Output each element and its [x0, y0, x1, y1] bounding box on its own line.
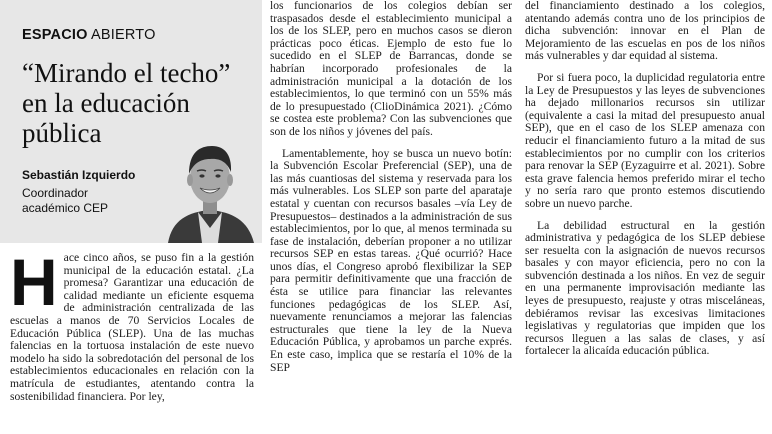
author-portrait: [160, 128, 260, 243]
headline-line-3: pública: [22, 118, 102, 148]
section-label: [22, 27, 156, 43]
headline-line-1: “Mirando el techo”: [22, 58, 231, 88]
col3-paragraph-1: del financiamiento destinado a los colegios, atentando además contra uno de los principios de dicha subvención: innovar en el Plan de Mejoramiento de las escuelas en pos de los niños más vulnerables y dar equidad al sistema.: [525, 0, 765, 63]
col3-paragraph-3: La debilidad estructural en la gestión administrativa y pedagógica de los SLEP debiese ser resuelta con la asignación de nuevos recursos basales y con mayor eficiencia, pero no con la subvención destinada a los niños. En vez de seguir en una permanente improvisación mediante las leyes de presupuesto, reajuste y otras misceláneas, debiéramos revisar las excesivas limitaciones legislativas y regulatorias que impiden que los recursos lleguen a las salas de clases, y así fortalecer la alicaída educación pública.: [525, 218, 765, 358]
col1-paragraph-1: [10, 245, 254, 403]
article-column-1: [10, 245, 254, 403]
col3-paragraph-2: Por si fuera poco, la duplicidad regulatoria entre la Ley de Presupuestos y las leyes de subvenciones ha dejado millonarios recursos sin utilizar (equivalente a casi la mitad del presupuesto anual SEP), que en el caso de los SLEP amenaza con reducir el financiamiento futuro a la mitad de sus establecimientos por no cumplir con los criterios para renovar la SEP (Eyzaguirre et al. 2021). Sobre esta grave falencia hemos preferido mirar el techo y no sería raro que pronto estemos discutiendo sobre un nuevo parche.: [525, 70, 765, 210]
author-name: Sebastián Izquierdo: [22, 168, 136, 182]
article-column-2: [270, 0, 512, 374]
col2-paragraph-1: los funcionarios de los colegios debían ser traspasados desde el establecimiento municipal a los de los SLEP, pero en muchos casos se dieron prácticas poco éticas. Ejemplo de esto fue lo sucedido en el SLEP de Barrancas, donde se habrían incorporado profesionales de la administración municipal a la dotación de los establecimientos, lo que terminó con un 55% más de lo presupuestado (ClioDinámica 2021). ¿Cómo se costea este problema? Con las subvenciones que son de los niños y jóvenes del país.: [270, 0, 512, 138]
section-label-rest: ABIERTO: [87, 27, 156, 43]
col2-paragraph-2: Lamentablemente, hoy se busca un nuevo botín: la Subvención Escolar Preferencial (SEP), una de las más cuantiosas del sistema y reservada para los más vulnerables. Los SLEP son parte del aparataje estatal y cuentan con recursos basales –vía Ley de Presupuestos– destinados a la administración de sus establecimientos, por lo que, al menos terminada su fase de instalación, deberían proponer a no utilizar recursos SEP en estas tareas. ¿Qué ocurrió? Hace unos días, el Congreso aprobó flexibilizar la SEP para permitir definitivamente que una fracción de ésta se utilice para financiar las relevantes funciones pedagógicas de los SLEP. Así, nuevamente renunciamos a mejorar las falencias estructurales que tiene la ley de la Nueva Educación Pública, y aprobamos un parche exprés. En este caso, implica que se restaría el 10% de la SEP: [270, 146, 512, 374]
dropcap: H: [10, 245, 58, 319]
headline-line-2: en la educación: [22, 88, 190, 118]
author-role-line-1: Coordinador: [22, 186, 89, 200]
article-column-3: [525, 0, 765, 358]
section-label-bold: ESPACIO: [22, 27, 88, 43]
author-role: [22, 186, 147, 216]
author-role-line-2: académico CEP: [22, 201, 109, 215]
col1-paragraph-1-text: ace cinco años, se puso fin a la gestión municipal de la educación estatal. ¿La promesa? Garantizar una educación de calidad mediante un eficiente esquema de administración centralizada de las escuelas a manos de 70 Servicios Locales de Educación Pública (SLEP). Una de las muchas falencias en la tortuosa instalación de este nuevo modelo ha sido la sobredotación del personal de los establecimientos educacionales en relación con la matrícula de estudiantes, atentando contra la sostenibilidad financiera. Por ley,: [10, 251, 254, 403]
